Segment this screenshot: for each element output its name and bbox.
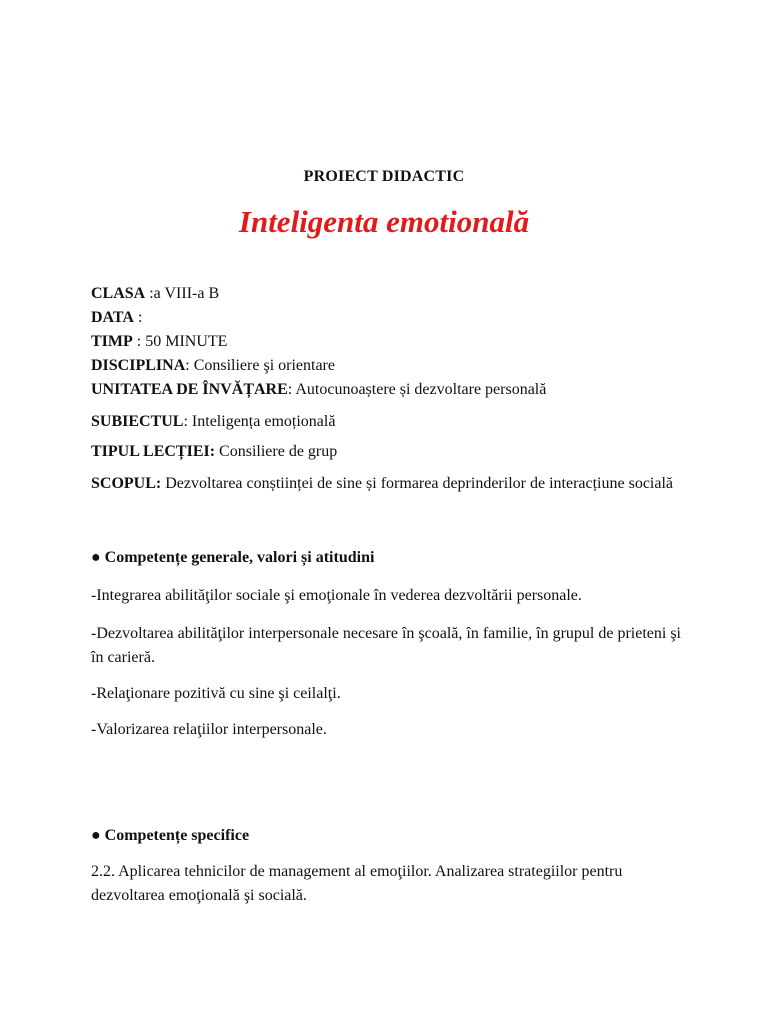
field-scopul-label: SCOPUL: (91, 475, 162, 492)
field-subiectul-label: SUBIECTUL (91, 413, 184, 430)
competenta-generala-item: -Integrarea abilităţilor sociale şi emoţionale în vederea dezvoltării personale. (91, 587, 582, 604)
field-subiectul (91, 412, 681, 432)
field-unitatea-value: : Autocunoaștere și dezvoltare personală (287, 381, 547, 398)
field-unitatea-label: UNITATEA DE ÎNVĂȚARE (91, 381, 288, 398)
competenta-generala-item: -Dezvoltarea abilităţilor interpersonale necesare în şcoală, în familie, în grupul de prieteni şi în carieră. (91, 625, 681, 666)
field-data-label: DATA (91, 309, 134, 326)
competente-generale-heading: ● Competențe generale, valori și atitudini (91, 549, 375, 566)
field-scopul (91, 470, 681, 498)
field-timp (91, 332, 681, 352)
field-clasa-label: CLASA (91, 285, 146, 302)
field-tipul-label: TIPUL LECȚIEI: (91, 443, 216, 460)
field-tipul (91, 442, 681, 462)
field-tipul-value: Consiliere de grup (215, 443, 338, 460)
field-timp-label: TIMP (91, 333, 133, 350)
field-disciplina-value: : Consiliere şi orientare (185, 357, 335, 374)
competenta-generala-item: -Relaţionare pozitivă cu sine şi ceilalţi. (91, 685, 341, 702)
competenta-generala-item: -Valorizarea relaţiilor interpersonale. (91, 721, 327, 738)
field-disciplina-label: DISCIPLINA (91, 357, 186, 374)
field-clasa-value: :a VIII-a B (145, 285, 220, 302)
field-disciplina (91, 356, 681, 376)
competente-specifice-heading: ● Competențe specifice (91, 827, 250, 844)
document-title: Inteligenta emotională (238, 204, 530, 239)
field-clasa (91, 284, 681, 304)
field-scopul-value: Dezvoltarea conștiinței de sine și formarea deprinderilor de interacțiune socială (161, 475, 674, 492)
field-unitatea (91, 380, 681, 400)
competenta-specifica-item: 2.2. Aplicarea tehnicilor de management al emoţiilor. Analizarea strategiilor pentru dezvoltarea emoţională şi socială. (91, 863, 623, 904)
document-header: PROIECT DIDACTIC (303, 168, 465, 185)
field-timp-value: : 50 MINUTE (132, 333, 228, 350)
field-subiectul-value: : Inteligența emoțională (183, 413, 336, 430)
field-data-value: : (133, 309, 143, 326)
field-data (91, 308, 681, 328)
